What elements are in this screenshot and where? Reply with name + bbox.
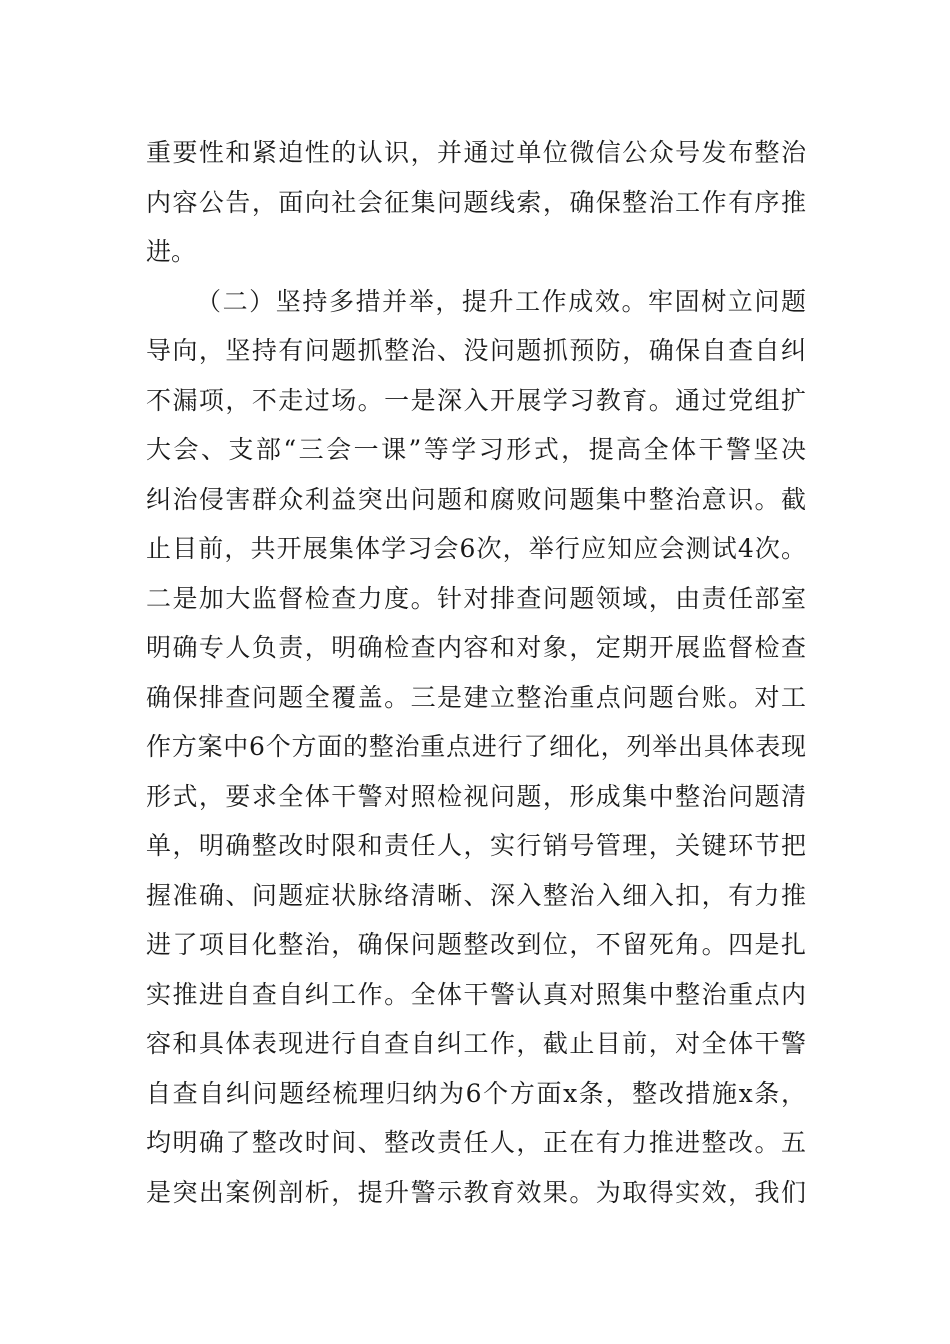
text-line: 形式，要求全体干警对照检视问题，形成集中整治问题清 (146, 781, 806, 811)
text-line: （二）坚持多措并举，提升工作成效。牢固树立问题 (196, 286, 806, 316)
text-line: 止目前，共开展集体学习会6次，举行应知应会测试4次。 (146, 534, 806, 563)
document-body (146, 128, 806, 1217)
text-line: 内容公告，面向社会征集问题线索，确保整治工作有序推 (146, 187, 806, 217)
text-line: 导向，坚持有问题抓整治、没问题抓预防，确保自查自纠 (146, 336, 806, 365)
text-line: 不漏项，不走过场。一是深入开展学习教育。通过党组扩 (146, 385, 806, 415)
text-line: 自查自纠问题经梳理归纳为6个方面x条，整改措施x条， (146, 1078, 806, 1108)
text-line: 作方案中6个方面的整治重点进行了细化，列举出具体表现 (146, 732, 806, 761)
text-line: 是突出案例剖析，提升警示教育效果。为取得实效，我们 (146, 1177, 806, 1207)
text-line: 二是加大监督检查力度。针对排查问题领域，由责任部室 (146, 583, 806, 613)
text-line: 实推进自查自纠工作。全体干警认真对照集中整治重点内 (146, 979, 806, 1009)
text-line: 进。 (146, 237, 197, 266)
text-line: 大会、支部“三会一课”等学习形式，提高全体干警坚决 (146, 435, 806, 464)
text-line: 纠治侵害群众利益突出问题和腐败问题集中整治意识。截 (146, 484, 806, 514)
text-line: 容和具体表现进行自查自纠工作，截止目前，对全体干警 (146, 1029, 806, 1058)
text-line: 确保排查问题全覆盖。三是建立整治重点问题台账。对工 (146, 682, 806, 712)
text-line: 均明确了整改时间、整改责任人，正在有力推进整改。五 (146, 1128, 806, 1157)
text-line: 重要性和紧迫性的认识，并通过单位微信公众号发布整治 (146, 138, 806, 167)
text-line: 握准确、问题症状脉络清晰、深入整治入细入扣，有力推 (146, 880, 806, 910)
text-line: 单，明确整改时限和责任人，实行销号管理，关键环节把 (146, 831, 806, 860)
text-line: 进了项目化整治，确保问题整改到位，不留死角。四是扎 (146, 930, 806, 959)
text-line: 明确专人负责，明确检查内容和对象，定期开展监督检查 (146, 633, 806, 662)
